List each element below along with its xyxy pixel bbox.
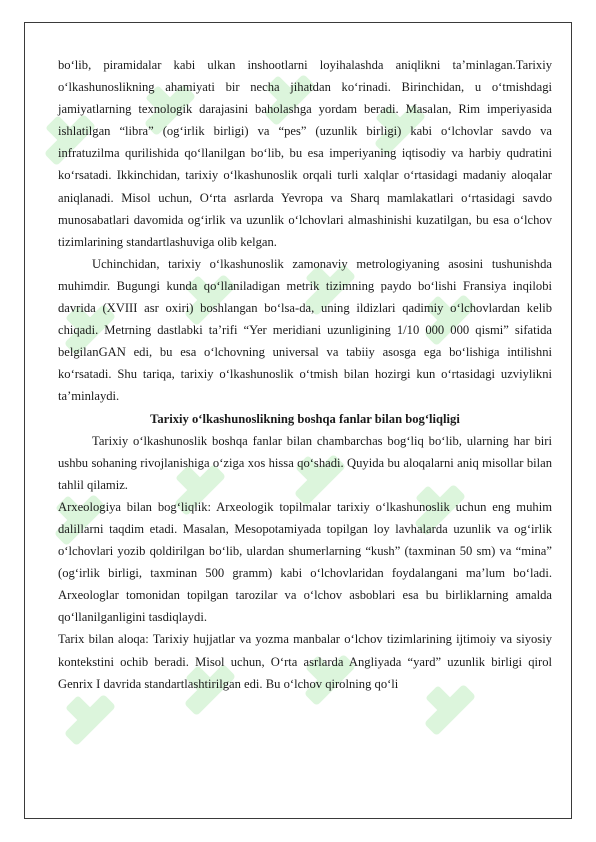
paragraph: Uchinchidan, tarixiy o‘lkashunoslik zamonaviy metrologiyaning asosini tushunishda muhimdir. Bugungi kunda qo‘llaniladigan metrik tizimning paydo bo‘lishi Fransiya inqilobi davrida (XVIII asr oxiri) boshlangan bo‘lsa-da, uning ildizlari qadimiy o‘lchovlardan kelib chiqadi. Metrning dastlabki ta’rifi “Yer meridiani uzunligining 1/10 000 000 qismi” sifatida belgilanGAN edi, bu esa o‘lchovning universal va tabiiy asosga ega bo‘lishiga intilishni ko‘rsatadi. Shu tariqa, tarixiy o‘lkashunoslik o‘tmish bilan hozirgi kun o‘rtasidagi uzviylikni ta’minlaydi. bbox=[58, 256, 552, 404]
paragraph: bo‘lib, piramidalar kabi ulkan inshootlarni loyihalashda aniqlikni ta’minlagan.Tarixiy o‘lkashunoslikning ahamiyati bir necha jihatdan ko‘rinadi. Birinchidan, u o‘tmishdagi jamiyatlarning texnologik darajasini baholashga yordam beradi. Masalan, Rim imperiyasida ishlatilgan “libra” (og‘irlik birligi) va “pes” (uzunlik birligi) kabi o‘lchovlar savdo va infratuzilma qurilishida qo‘llanilgan bo‘lib, bu esa imperiyaning iqtisodiy va harbiy qudratini ko‘rsatadi. Ikkinchidan, tarixiy o‘lkashunoslik orqali turli xalqlar o‘rtasidagi madaniy aloqalar aniqlanadi. Misol uchun, O‘rta asrlarda Yevropa va Sharq mamlakatlari o‘rtasidagi savdo munosabatlari davomida og‘irlik va uzunlik o‘lchovlari almashinishi kuzatilgan, bu esa o‘lchov tizimlarining standartlashuviga olib kelgan. bbox=[58, 58, 552, 249]
paragraph: Tarix bilan aloqa: Tarixiy hujjatlar va yozma manbalar o‘lchov tizimlarining ijtimoiy va siyosiy kontekstini ochib beradi. Misol uchun, O‘rta asrlarda Angliyada “yard” uzunlik birligi qirol Genrix I davrida standartlashtirilgan edi. Bu o‘lchov qirolning qo‘li bbox=[58, 632, 552, 691]
section-heading: Tarixiy o‘lkashunoslikning boshqa fanlar bilan bog‘liqligi bbox=[150, 411, 460, 426]
section-intro bbox=[58, 54, 552, 408]
section-related-fields bbox=[58, 430, 552, 695]
document-body bbox=[58, 54, 552, 695]
paragraph: Tarixiy o‘lkashunoslik boshqa fanlar bilan chambarchas bog‘liq bo‘lib, ularning har biri ushbu sohaning rivojlanishiga o‘ziga xos hissa qo‘shadi. Quyida bu aloqalarni aniq misollar bilan tahlil qilamiz. bbox=[58, 433, 552, 492]
paragraph: Arxeologiya bilan bog‘liqlik: Arxeologik topilmalar tarixiy o‘lkashunoslik uchun eng muhim dalillarni taqdim etadi. Masalan, Mesopotamiyada topilgan loy lavhalarda uzunlik va og‘irlik o‘lchovlari yozib qoldirilgan bo‘lib, ulardan shumerlarning “kush” (taxminan 50 sm) va “mina” (og‘irlik birligi, taxminan 500 gramm) kabi o‘lchovlaridan foydalangani ma’lum bo‘ladi. Arxeologlar tomonidan topilgan tarozilar va o‘lchov asboblari esa bu birliklarning amalda qo‘llanilganligini tasdiqlaydi. bbox=[58, 499, 552, 625]
